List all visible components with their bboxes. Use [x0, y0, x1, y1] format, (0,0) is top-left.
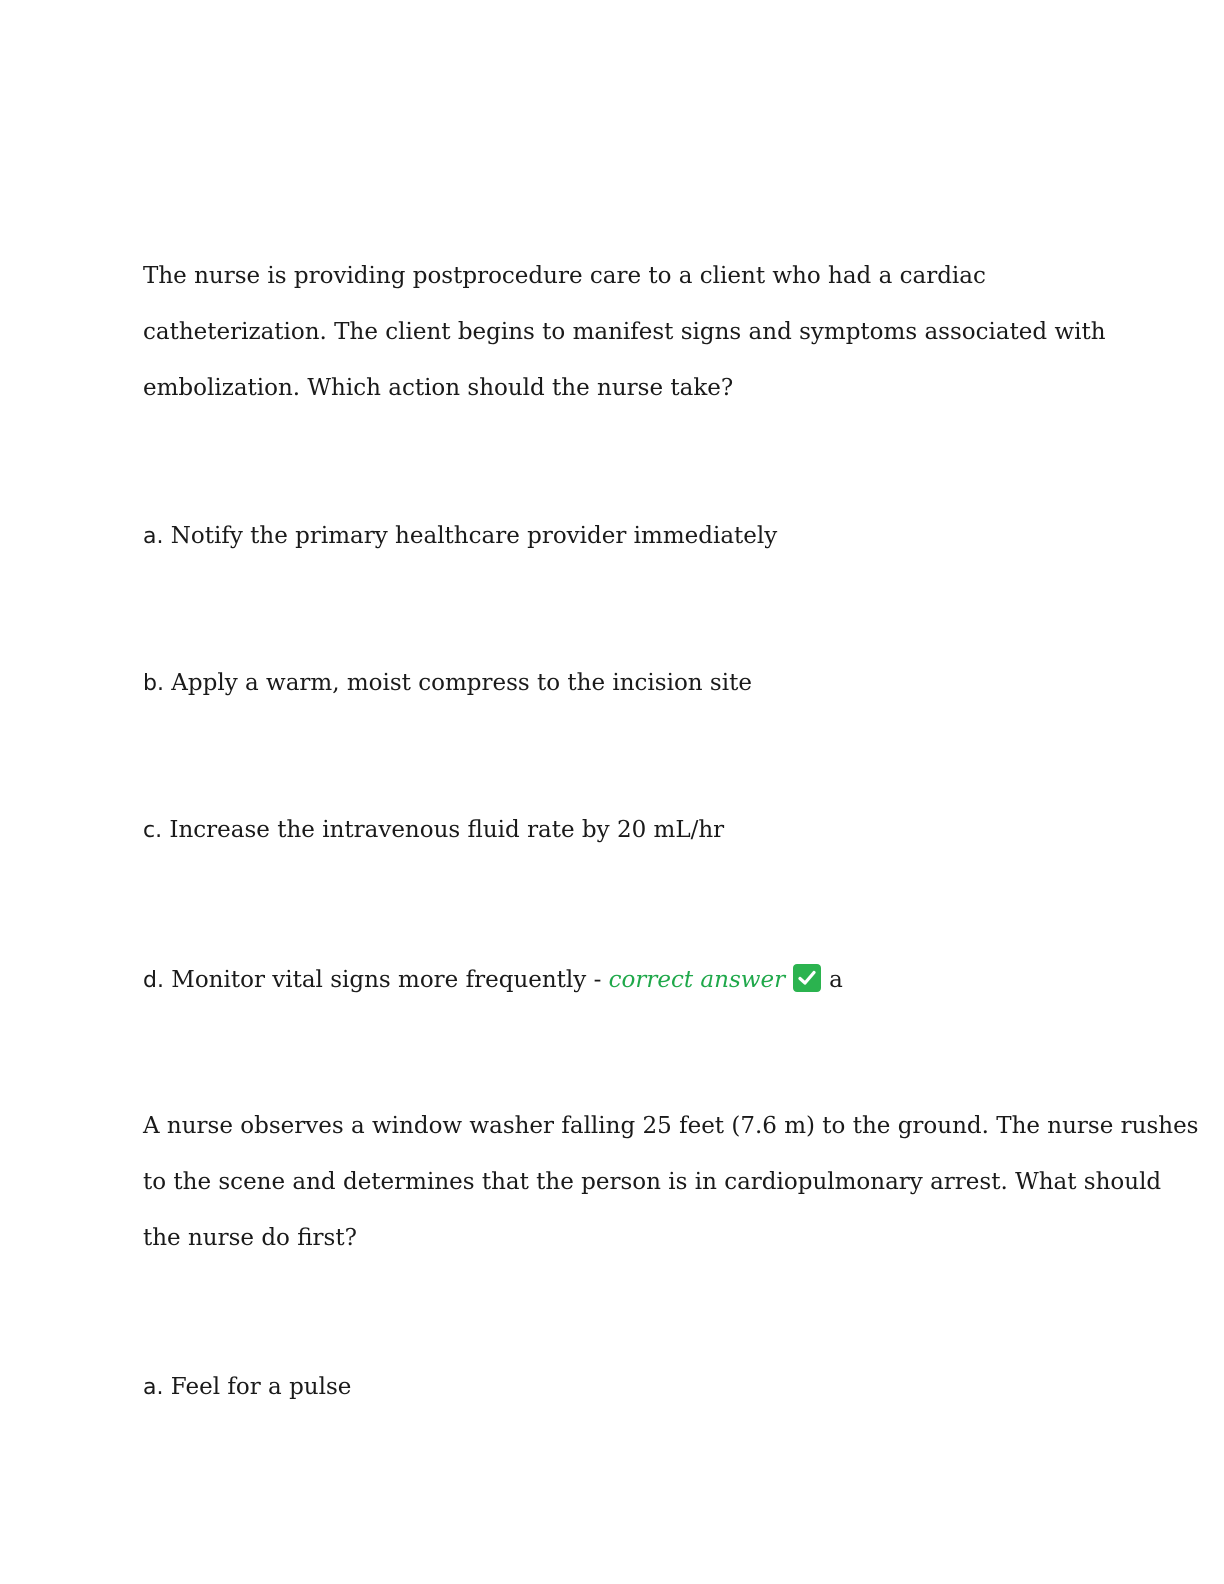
- question-2-line: the nurse do first?: [143, 1225, 357, 1251]
- option-letter: a.: [143, 1375, 164, 1400]
- option-letter: d.: [143, 968, 164, 993]
- option-letter: b.: [143, 671, 164, 696]
- question-1-line: The nurse is providing postprocedure care to a client who had a cardiac: [143, 263, 986, 289]
- question-1-option-b: [143, 667, 752, 700]
- correct-answer-letter: a: [829, 967, 843, 993]
- option-text: Apply a warm, moist compress to the incision site: [171, 670, 752, 696]
- option-text: Feel for a pulse: [170, 1374, 352, 1400]
- question-2-line: to the scene and determines that the person is in cardiopulmonary arrest. What should: [143, 1169, 1162, 1195]
- question-2-option-a: [143, 1371, 351, 1404]
- option-text: Increase the intravenous fluid rate by 20 mL/hr: [169, 817, 725, 843]
- check-mark-icon: [793, 964, 821, 992]
- question-1-line: catheterization. The client begins to manifest signs and symptoms associated with: [143, 319, 1106, 345]
- question-1-option-c: [143, 814, 724, 847]
- question-1-stem: [143, 248, 1106, 416]
- correct-answer-label: correct answer: [608, 967, 786, 993]
- question-2-line: A nurse observes a window washer falling 25 feet (7.6 m) to the ground. The nurse rushes: [143, 1113, 1199, 1139]
- question-1-option-a: [143, 520, 777, 553]
- option-letter: c.: [143, 818, 163, 843]
- question-1-line: embolization. Which action should the nurse take?: [143, 375, 734, 401]
- question-1-option-d: [143, 964, 843, 997]
- option-text: Notify the primary healthcare provider immediately: [170, 523, 778, 549]
- option-letter: a.: [143, 524, 164, 549]
- question-2-stem: [143, 1098, 1198, 1266]
- option-text: Monitor vital signs more frequently -: [171, 967, 602, 993]
